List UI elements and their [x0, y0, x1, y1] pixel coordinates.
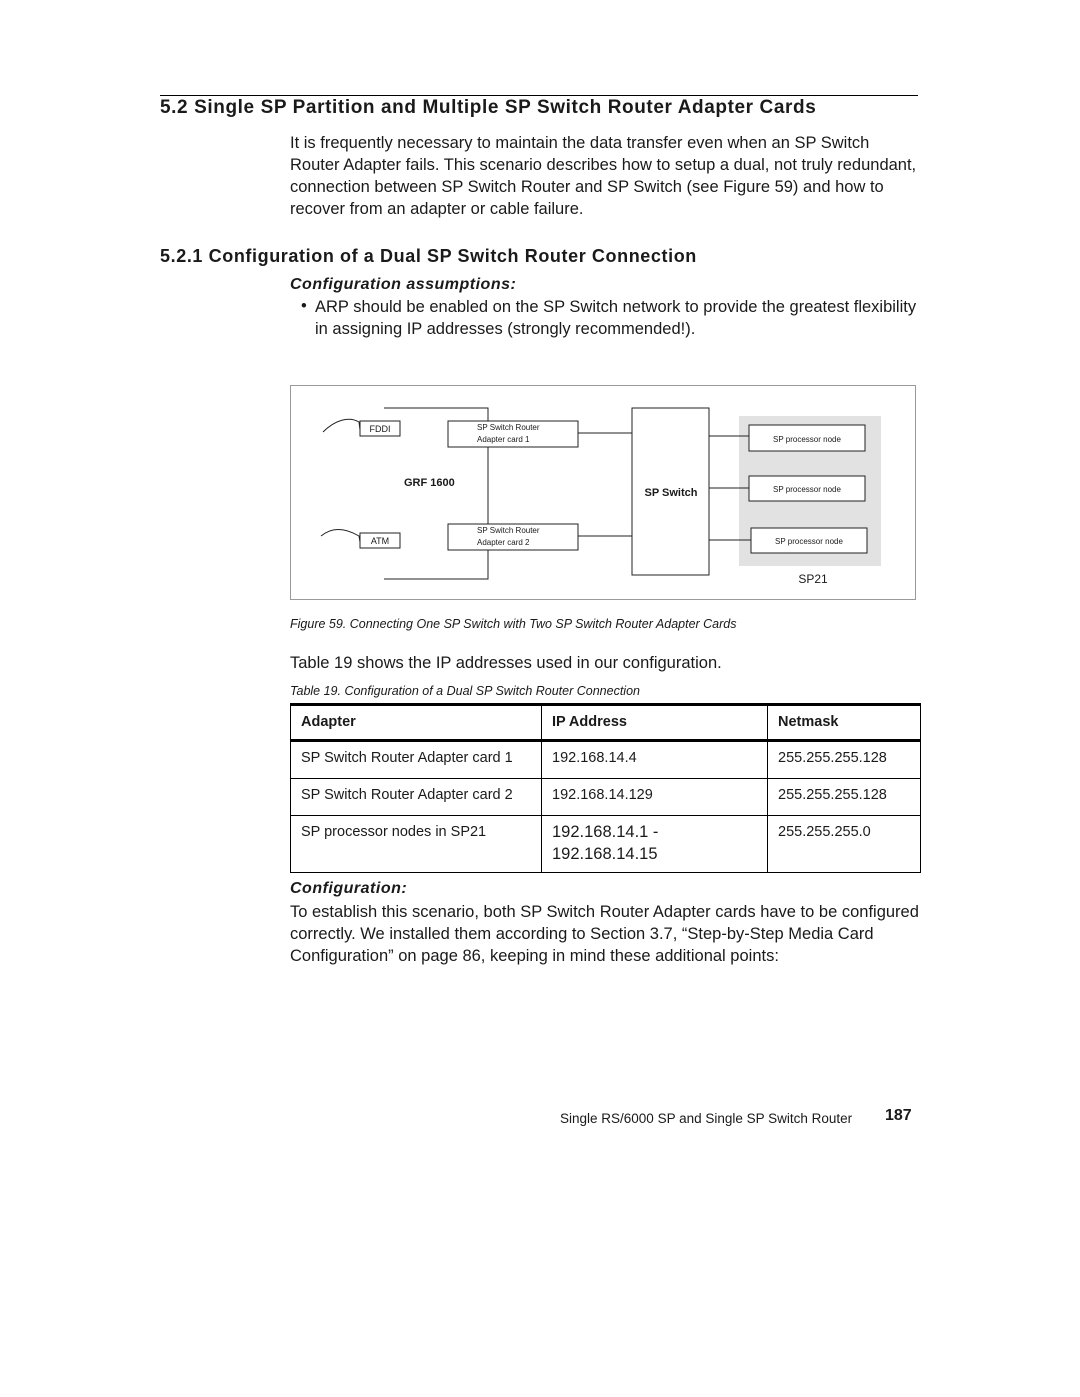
header-adapter: Adapter: [291, 705, 542, 741]
diagram-canvas: [291, 386, 915, 599]
adapter-card-1-label-line2: Adapter card 1: [477, 435, 530, 444]
ip-range-start: 192.168.14.1 -: [552, 823, 659, 841]
processor-node-2-label: SP processor node: [773, 485, 841, 494]
cell-ip: 192.168.14.129: [542, 779, 768, 816]
fddi-cable: [323, 419, 360, 432]
fddi-label: FDDI: [369, 424, 391, 434]
ip-address-table: [290, 703, 921, 873]
adapter-card-2-label-line2: Adapter card 2: [477, 538, 530, 547]
adapter-card-1-label-line1: SP Switch Router: [477, 423, 540, 432]
sp-frame-label: SP21: [798, 572, 828, 586]
adapter-card-2-label-line1: SP Switch Router: [477, 526, 540, 535]
cell-netmask: 255.255.255.0: [768, 816, 921, 873]
atm-label: ATM: [370, 536, 390, 546]
assumption-bullet: ARP should be enabled on the SP Switch network to provide the greatest flexibility in assigning IP addresses (strongly recommended!).: [315, 298, 917, 338]
running-footer: Single RS/6000 SP and Single SP Switch Router: [560, 1111, 853, 1126]
bullet-marker: •: [301, 297, 307, 315]
cell-netmask: 255.255.255.128: [768, 741, 921, 779]
heading-rule: [160, 95, 918, 96]
table-row: [291, 816, 921, 873]
table-header-row: [291, 705, 921, 741]
grf-label: GRF 1600: [404, 477, 455, 489]
header-netmask: Netmask: [768, 705, 921, 741]
table-intro: Table 19 shows the IP addresses used in our configuration.: [290, 654, 722, 672]
cell-adapter: SP processor nodes in SP21: [291, 816, 542, 873]
table-row: [291, 779, 921, 816]
page-number: 187: [885, 1107, 912, 1124]
processor-node-1-label: SP processor node: [773, 435, 841, 444]
network-diagram: [290, 385, 916, 600]
atm-cable: [321, 530, 360, 542]
cell-ip-range: [542, 816, 768, 873]
subsection-heading: 5.2.1 Configuration of a Dual SP Switch Router Connection: [160, 246, 697, 266]
table-row: [291, 741, 921, 779]
section-heading: 5.2 Single SP Partition and Multiple SP Switch Router Adapter Cards: [160, 97, 817, 118]
processor-node-3-label: SP processor node: [775, 537, 843, 546]
cell-netmask: 255.255.255.128: [768, 779, 921, 816]
cell-adapter: SP Switch Router Adapter card 1: [291, 741, 542, 779]
assumptions-title: Configuration assumptions:: [290, 276, 517, 293]
figure-caption: Figure 59. Connecting One SP Switch with Two SP Switch Router Adapter Cards: [290, 617, 737, 631]
sp-switch-label: SP Switch: [644, 487, 698, 499]
table-caption: Table 19. Configuration of a Dual SP Switch Router Connection: [290, 684, 640, 698]
cell-adapter: SP Switch Router Adapter card 2: [291, 779, 542, 816]
intro-paragraph: It is frequently necessary to maintain the data transfer even when an SP Switch Router Adapter fails. This scenario describes how to setup a dual, not truly redundant, connection between SP Switch Router and SP Switch (see Figure 59) and how to recover from an adapter or cable failure.: [290, 134, 917, 218]
configuration-paragraph: To establish this scenario, both SP Switch Router Adapter cards have to be configured correctly. We installed them according to Section 3.7, “Step-by-Step Media Card Configuration” on page 86, keeping in mind these additional points:: [290, 903, 919, 965]
header-ip-address: IP Address: [542, 705, 768, 741]
ip-range-end: 192.168.14.15: [552, 845, 658, 863]
cell-ip: 192.168.14.4: [542, 741, 768, 779]
configuration-title: Configuration:: [290, 880, 408, 897]
